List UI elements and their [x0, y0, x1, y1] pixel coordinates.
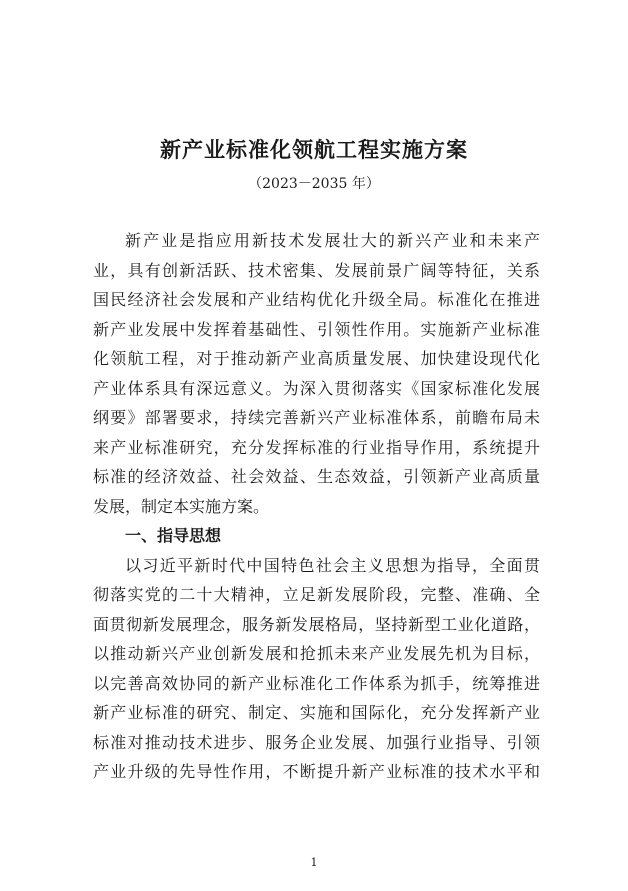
document-body	[93, 226, 540, 787]
text-line: 新产业标准的研究、制定、实施和国际化，充分发挥新产业	[93, 703, 540, 722]
text-line: 发展，制定本实施方案。	[93, 496, 270, 516]
text-line: 彻落实党的二十大精神，立足新发展阶段，完整、准确、全	[93, 585, 540, 604]
document-title: 新产业标准化领航工程实施方案	[160, 137, 468, 162]
page-number: 1	[310, 856, 318, 869]
text-line: 标准对推动技术进步、服务企业发展、加强行业指导、引领	[93, 732, 540, 752]
document-subtitle: （2023－2035 年）	[248, 176, 380, 192]
text-line: 以完善高效协同的新产业标准化工作体系为抓手，统筹推进	[93, 673, 540, 693]
text-line: 面贯彻新发展理念，服务新发展格局，坚持新型工业化道路，	[93, 614, 540, 634]
text-line: 来产业标准研究，充分发挥标准的行业指导作用，系统提升	[93, 437, 540, 457]
paragraph-guiding-ideology	[93, 551, 540, 787]
section-heading: 一、指导思想	[125, 526, 222, 545]
text-line: 以推动新兴产业创新发展和抢抓未来产业发展先机为目标，	[93, 644, 540, 663]
text-line: 标准的经济效益、社会效益、生态效益，引领新产业高质量	[93, 467, 540, 486]
text-line: 国民经济社会发展和产业结构优化升级全局。标准化在推进	[93, 290, 540, 309]
text-line: 新产业是指应用新技术发展壮大的新兴产业和未来产	[125, 231, 540, 250]
text-line: 纲要》部署要求，持续完善新兴产业标准体系，前瞻布局未	[93, 408, 540, 427]
text-line: 产业升级的先导性作用，不断提升新产业标准的技术水平和	[93, 762, 540, 781]
text-line: 业，具有创新活跃、技术密集、发展前景广阔等特征，关系	[93, 260, 540, 280]
text-line: 新产业发展中发挥着基础性、引领性作用。实施新产业标准	[93, 319, 540, 339]
text-line: 化领航工程，对于推动新产业高质量发展、加快建设现代化	[93, 349, 540, 368]
text-line: 产业体系具有深远意义。为深入贯彻落实《国家标准化发展	[93, 378, 540, 398]
paragraph-intro	[93, 226, 540, 521]
text-line: 以习近平新时代中国特色社会主义思想为指导，全面贯	[125, 555, 540, 575]
